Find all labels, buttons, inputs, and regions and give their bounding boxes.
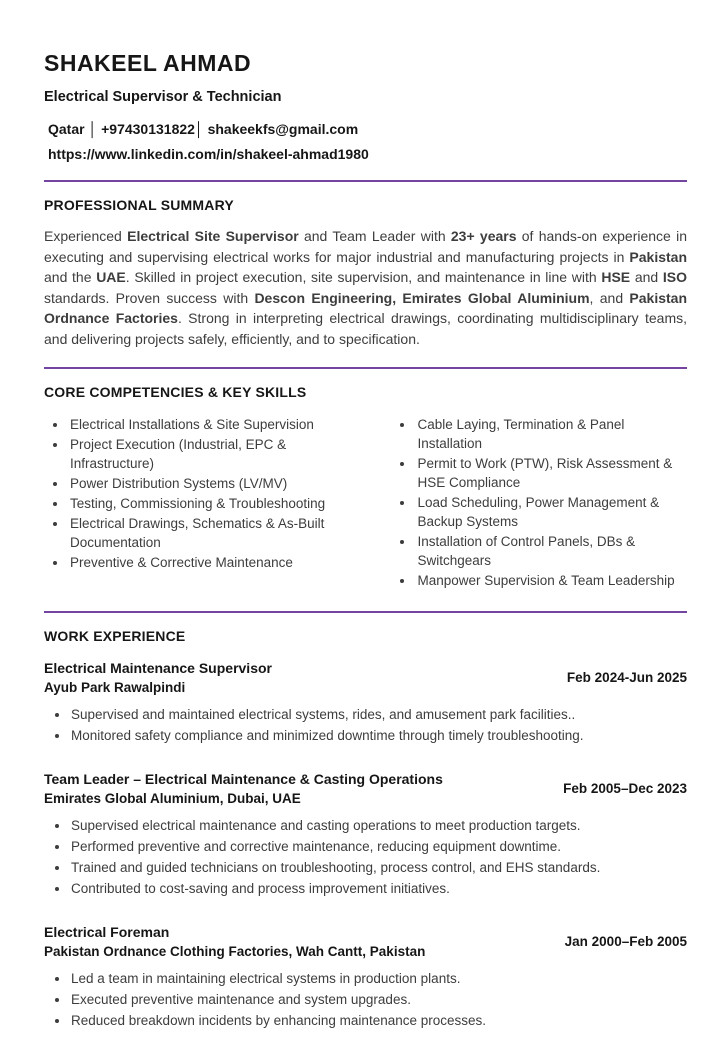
job-company: Ayub Park Rawalpindi — [44, 680, 186, 695]
section-divider — [44, 611, 687, 613]
job-company: Pakistan Ordnance Clothing Factories, Wah Cantt, Pakistan — [44, 944, 426, 959]
job-titles — [44, 771, 443, 806]
job-entry — [44, 660, 687, 744]
linkedin-url: https://www.linkedin.com/in/shakeel-ahmad1980 — [48, 146, 369, 162]
summary-section — [44, 197, 687, 349]
skills-columns — [44, 413, 687, 593]
skill-item: • Installation of Control Panels, DBs & Switchgears — [415, 532, 687, 570]
job-header — [44, 771, 687, 806]
skill-item: • Preventive & Corrective Maintenance — [68, 553, 363, 572]
job-bullet-list — [44, 971, 687, 1029]
job-entry — [44, 771, 687, 897]
job-entry — [44, 924, 687, 1029]
resume-header — [44, 50, 687, 162]
skill-item: • Load Scheduling, Power Management & Backup Systems — [415, 493, 687, 531]
skill-item: • Power Distribution Systems (LV/MV) — [68, 474, 363, 493]
job-title: Electrical Maintenance Supervisor — [44, 660, 272, 676]
experience-section — [44, 628, 687, 1029]
skill-item: • Project Execution (Industrial, EPC & Infrastructure) — [68, 435, 363, 473]
skills-list-left — [52, 415, 363, 591]
section-divider — [44, 180, 687, 182]
section-divider — [44, 367, 687, 369]
skills-list-right — [399, 415, 687, 591]
job-bullet: • Reduced breakdown incidents by enhancing maintenance processes. — [70, 1013, 687, 1029]
skills-heading: CORE COMPETENCIES & KEY SKILLS — [44, 384, 307, 400]
skill-item: • Testing, Commissioning & Troubleshooting — [68, 494, 363, 513]
job-title: Team Leader – Electrical Maintenance & Casting Operations — [44, 771, 443, 787]
job-bullet: • Monitored safety compliance and minimized downtime through timely troubleshooting. — [70, 728, 687, 744]
skills-section — [44, 384, 687, 593]
summary-heading: PROFESSIONAL SUMMARY — [44, 197, 234, 213]
skill-item: • Manpower Supervision & Team Leadership — [415, 571, 687, 590]
skill-item: • Cable Laying, Termination & Panel Installation — [415, 415, 687, 453]
skill-item: • Electrical Installations & Site Supervision — [68, 415, 363, 434]
job-header — [44, 924, 687, 959]
job-bullet: • Led a team in maintaining electrical systems in production plants. — [70, 971, 687, 987]
job-dates: Feb 2024-Jun 2025 — [566, 670, 687, 685]
skill-item: • Electrical Drawings, Schematics & As-Built Documentation — [68, 514, 363, 552]
job-bullet: • Executed preventive maintenance and system upgrades. — [70, 992, 687, 1008]
job-bullet-list — [44, 707, 687, 744]
candidate-title: Electrical Supervisor & Technician — [44, 89, 282, 105]
job-dates: Feb 2005–Dec 2023 — [563, 781, 687, 796]
job-bullet: • Performed preventive and corrective maintenance, reducing equipment downtime. — [70, 839, 687, 855]
job-titles — [44, 660, 272, 695]
job-title: Electrical Foreman — [44, 924, 170, 940]
job-bullet: • Contributed to cost-saving and process improvement initiatives. — [70, 881, 687, 897]
job-header — [44, 660, 687, 695]
contact-line: Qatar │ +97430131822│ shakeekfs@gmail.com — [48, 121, 359, 137]
job-company: Emirates Global Aluminium, Dubai, UAE — [44, 791, 301, 806]
job-bullet-list — [44, 818, 687, 897]
job-titles — [44, 924, 425, 959]
candidate-name: SHAKEEL AHMAD — [44, 50, 252, 76]
skill-item: • Permit to Work (PTW), Risk Assessment & HSE Compliance — [415, 454, 687, 492]
job-dates: Jan 2000–Feb 2005 — [564, 934, 687, 949]
job-bullet: • Supervised and maintained electrical systems, rides, and amusement park facilities.. — [70, 707, 687, 723]
experience-heading: WORK EXPERIENCE — [44, 628, 186, 644]
job-list — [44, 660, 687, 1029]
summary-paragraph: Experienced Electrical Site Supervisor and Team Leader with 23+ years of hands-on experience in executing and supervising electrical works for major industrial and manufacturing projects in Pakistan and the UAE. Skilled in project execution, site supervision, and maintenance in line with HSE and ISO standards. Proven success with Descon Engineering, Emirates Global Aluminium, and Pakistan Ordnance Factories. Strong in interpreting electrical drawings, coordinating multidisciplinary teams, and delivering projects safely, efficiently, and to specification. — [44, 228, 688, 347]
job-bullet: • Trained and guided technicians on troubleshooting, process control, and EHS standards. — [70, 860, 687, 876]
job-bullet: • Supervised electrical maintenance and casting operations to meet production targets. — [70, 818, 687, 834]
